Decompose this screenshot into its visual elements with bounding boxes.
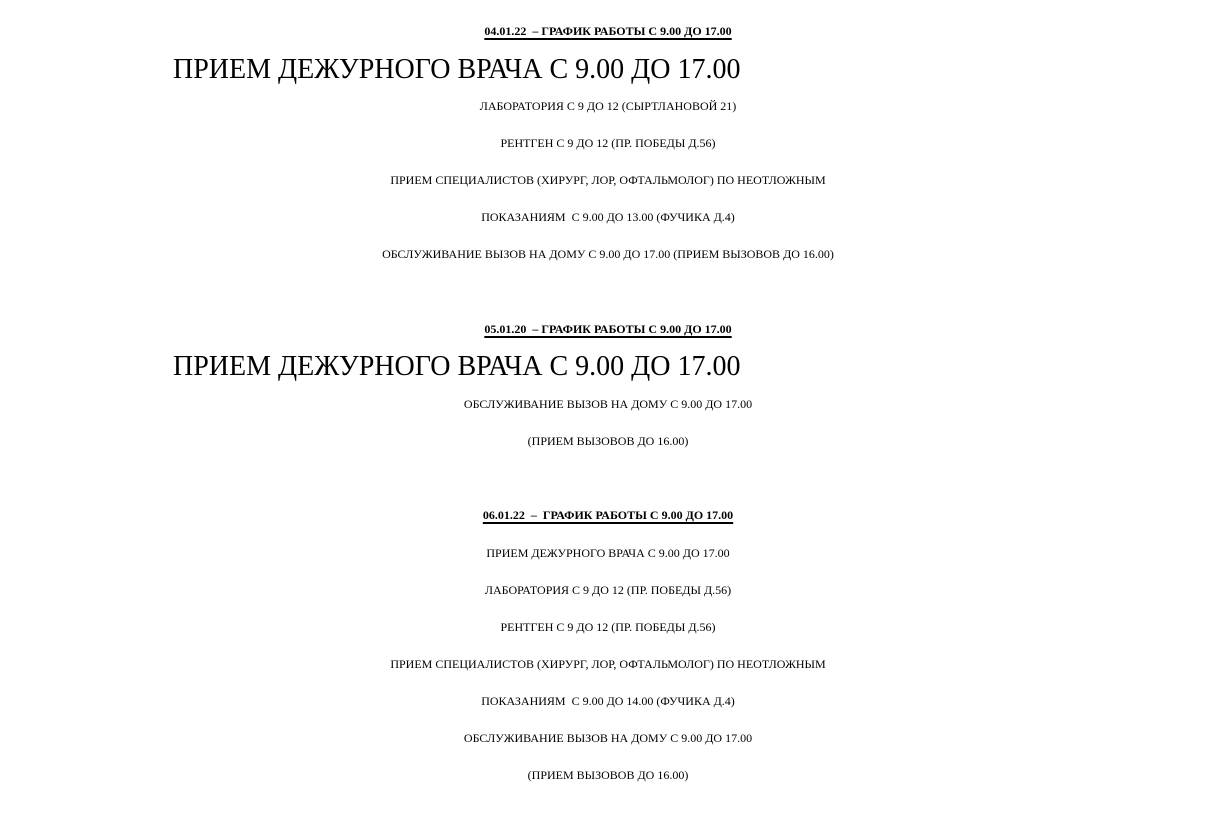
section-2-line-3: (ПРИЕМ ВЫЗОВОВ ДО 16.00) (527, 434, 689, 448)
section-1-line-1: ПРИЕМ ДЕЖУРНОГО ВРАЧА С 9.00 ДО 17.00 (173, 54, 741, 85)
section-1-line-6: ОБСЛУЖИВАНИЕ ВЫЗОВ НА ДОМУ С 9.00 ДО 17.00 (ПРИЕМ ВЫЗОВОВ ДО 16.00) (382, 247, 834, 261)
section-1-line-2: ЛАБОРАТОРИЯ С 9 ДО 12 (СЫРТЛАНОВОЙ 21) (479, 99, 737, 113)
section-3-line-4: ПРИЕМ СПЕЦИАЛИСТОВ (ХИРУРГ, ЛОР, ОФТАЛЬМОЛОГ) ПО НЕОТЛОЖНЫМ (390, 657, 826, 671)
section-3-line-2: ЛАБОРАТОРИЯ С 9 ДО 12 (ПР. ПОБЕДЫ Д.56) (484, 583, 732, 597)
section-1-line-5: ПОКАЗАНИЯМ С 9.00 ДО 13.00 (ФУЧИКА Д.4) (481, 210, 735, 224)
section-2-line-1: ПРИЕМ ДЕЖУРНОГО ВРАЧА С 9.00 ДО 17.00 (173, 351, 741, 382)
section-2-heading: 05.01.20 – ГРАФИК РАБОТЫ С 9.00 ДО 17.00 (484, 322, 732, 336)
section-3-line-7: (ПРИЕМ ВЫЗОВОВ ДО 16.00) (527, 768, 689, 782)
section-1-line-3: РЕНТГЕН С 9 ДО 12 (ПР. ПОБЕДЫ Д.56) (500, 136, 716, 150)
section-3-line-3: РЕНТГЕН С 9 ДО 12 (ПР. ПОБЕДЫ Д.56) (500, 620, 716, 634)
section-1-line-4: ПРИЕМ СПЕЦИАЛИСТОВ (ХИРУРГ, ЛОР, ОФТАЛЬМОЛОГ) ПО НЕОТЛОЖНЫМ (390, 173, 826, 187)
section-3-heading: 06.01.22 – ГРАФИК РАБОТЫ С 9.00 ДО 17.00 (482, 508, 734, 522)
section-3-line-5: ПОКАЗАНИЯМ С 9.00 ДО 14.00 (ФУЧИКА Д.4) (481, 694, 735, 708)
section-1-heading: 04.01.22 – ГРАФИК РАБОТЫ С 9.00 ДО 17.00 (484, 24, 732, 38)
section-2-line-2: ОБСЛУЖИВАНИЕ ВЫЗОВ НА ДОМУ С 9.00 ДО 17.00 (463, 397, 753, 411)
section-3-line-1: ПРИЕМ ДЕЖУРНОГО ВРАЧА С 9.00 ДО 17.00 (486, 546, 730, 560)
section-3-line-6: ОБСЛУЖИВАНИЕ ВЫЗОВ НА ДОМУ С 9.00 ДО 17.00 (463, 731, 753, 745)
